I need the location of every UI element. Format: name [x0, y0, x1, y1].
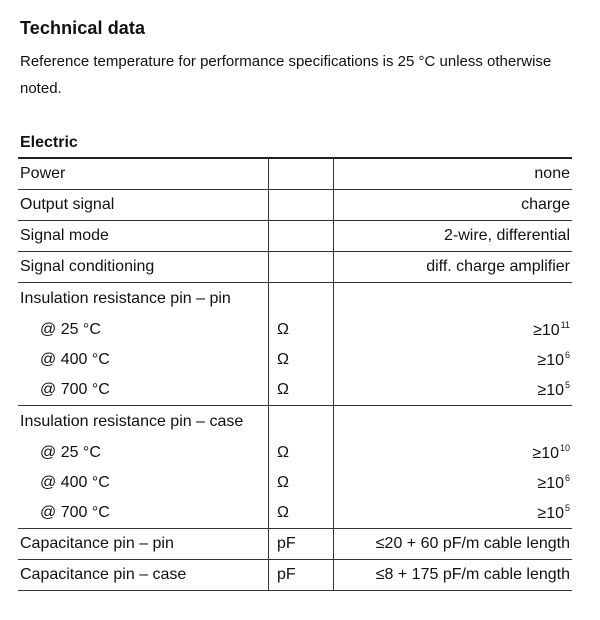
param-cell: Capacitance pin – pin — [18, 529, 269, 560]
value-exponent: 6 — [564, 350, 570, 360]
value-base: ≥10 — [532, 445, 559, 462]
value-exponent: 6 — [564, 473, 570, 483]
value-cell: diff. charge amplifier — [334, 252, 573, 283]
table-row — [18, 529, 572, 560]
table-row — [18, 375, 572, 406]
page-title: Technical data — [20, 18, 146, 38]
value-base: ≥10 — [537, 475, 564, 492]
value-cell — [334, 283, 573, 316]
param-cell: Signal mode — [18, 221, 269, 252]
param-cell: @ 400 °C — [40, 474, 110, 491]
value-cell — [334, 375, 573, 406]
param-cell: Power — [18, 158, 269, 190]
intro-text: Reference temperature for performance specifications is 25 °C unless otherwise noted. — [20, 53, 552, 97]
table-row — [18, 190, 572, 221]
unit-cell: Ω — [269, 375, 334, 406]
section-title-electric: Electric — [20, 134, 78, 151]
param-cell: Signal conditioning — [18, 252, 269, 283]
table-row — [18, 468, 572, 498]
value-cell: ≤20 + 60 pF/m cable length — [334, 529, 573, 560]
unit-cell — [269, 221, 334, 252]
table-row — [18, 498, 572, 529]
value-base: ≥10 — [537, 352, 564, 369]
value-exponent: 5 — [564, 503, 570, 513]
value-cell — [334, 406, 573, 439]
value-cell: charge — [334, 190, 573, 221]
value-cell: 2-wire, differential — [334, 221, 573, 252]
unit-cell — [269, 283, 334, 316]
electric-specs-table — [18, 157, 572, 591]
param-cell: @ 700 °C — [40, 381, 110, 398]
unit-cell: Ω — [269, 315, 334, 345]
param-cell: Output signal — [18, 190, 269, 221]
value-base: ≥10 — [537, 382, 564, 399]
param-cell: Insulation resistance pin – pin — [18, 283, 269, 316]
value-exponent: 5 — [564, 380, 570, 390]
unit-cell: Ω — [269, 345, 334, 375]
value-cell: none — [334, 158, 573, 190]
table-row — [18, 345, 572, 375]
param-cell: @ 25 °C — [40, 444, 101, 461]
value-base: ≥10 — [533, 322, 560, 339]
unit-cell: pF — [269, 560, 334, 591]
value-cell — [334, 345, 573, 375]
unit-cell — [269, 158, 334, 190]
value-cell: ≤8 + 175 pF/m cable length — [334, 560, 573, 591]
value-exponent: 11 — [560, 320, 570, 330]
table-row — [18, 438, 572, 468]
table-row-group-header — [18, 406, 572, 439]
unit-cell: Ω — [269, 438, 334, 468]
unit-cell: Ω — [269, 468, 334, 498]
unit-cell: pF — [269, 529, 334, 560]
table-row — [18, 221, 572, 252]
table-row — [18, 158, 572, 190]
unit-cell — [269, 406, 334, 439]
table-row — [18, 315, 572, 345]
table-row-group-header — [18, 283, 572, 316]
param-cell: @ 25 °C — [40, 321, 101, 338]
unit-cell: Ω — [269, 498, 334, 529]
param-cell: Capacitance pin – case — [18, 560, 269, 591]
value-base: ≥10 — [537, 505, 564, 522]
param-cell: @ 700 °C — [40, 504, 110, 521]
value-cell — [334, 315, 573, 345]
param-cell: @ 400 °C — [40, 351, 110, 368]
value-cell — [334, 438, 573, 468]
value-exponent: 10 — [559, 443, 570, 453]
table-row — [18, 252, 572, 283]
value-cell — [334, 468, 573, 498]
unit-cell — [269, 252, 334, 283]
table-row — [18, 560, 572, 591]
value-cell — [334, 498, 573, 529]
unit-cell — [269, 190, 334, 221]
param-cell: Insulation resistance pin – case — [18, 406, 269, 439]
